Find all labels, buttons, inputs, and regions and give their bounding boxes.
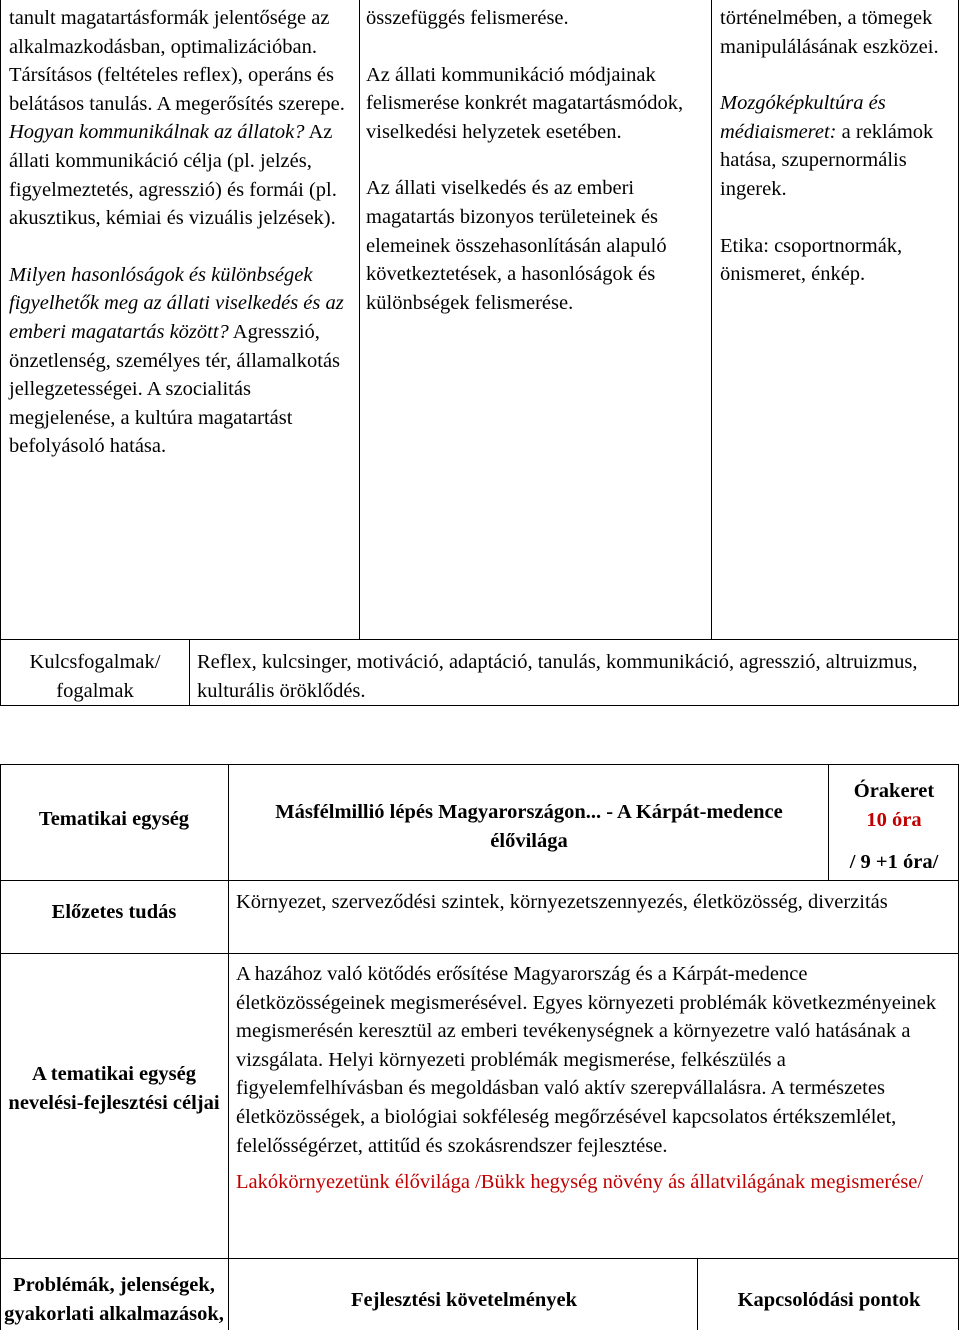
key-concepts-divider — [189, 639, 190, 706]
connection-text: történelmében, a tömegek manipulálásának eszközei. — [720, 7, 939, 58]
hours-split: / 9 +1 óra/ — [849, 851, 939, 873]
border-right — [958, 764, 959, 1330]
hours-value: 10 óra — [866, 809, 922, 831]
requirements-column-header: Fejlesztési követelmények — [351, 1289, 577, 1311]
prior-knowledge-label: Előzetes tudás — [51, 901, 177, 923]
row-divider — [0, 639, 959, 640]
connection-text: a reklámok hatása, szupernormális ingerek. — [720, 120, 934, 200]
requirement-text: Az állati viselkedés és az emberi magatartás bizonyos területeinek és elemeinek összehasonlításán alapuló következtetések, a hasonlóságok és különbségek felismerése. — [366, 177, 667, 314]
row-divider-1 — [0, 880, 959, 881]
content-column — [9, 4, 354, 461]
content-text: Az állati kommunikáció célja (pl. jelzés, figyelmeztetés, agresszió) és formái (pl. akusztikus, kémiai és vizuális jelzések). — [9, 121, 337, 230]
border-left — [0, 0, 1, 706]
key-concepts-text: Reflex, kulcsinger, motiváció, adaptáció, tanulás, kommunikáció, agresszió, altruizmus, kulturális öröklődés. — [197, 651, 918, 702]
connection-paragraph — [720, 89, 955, 203]
content-text: tanult magatartásformák jelentősége az alkalmazkodásban, optimalizációban. Társításos (feltételes reflex), operáns és belátásos tanulás. A megerősítés szerepe. — [9, 7, 345, 115]
border-top — [0, 764, 959, 765]
connection-text: Etika: csoportnormák, önismeret, énkép. — [720, 234, 903, 286]
thematic-unit-label: Tematikai egység — [38, 808, 190, 830]
content-question: Milyen hasonlóságok és különbségek figyelhetők meg az állati viselkedés és az emberi magatartás között? — [9, 263, 344, 343]
thematic-unit-title: Másfélmillió lépés Magyarországon... - A Kárpát-medence élővilága — [275, 801, 783, 852]
label-column-divider — [228, 764, 229, 1330]
requirement-text: Az állati kommunikáció módjainak felismerése konkrét magatartásmódok, viselkedési helyzetek esetében. — [366, 63, 684, 143]
goals-local-text: Lakókörnyezetünk élővilága /Bükk hegység növény ás állatvilágának megismerése/ — [236, 1171, 924, 1194]
connections-column — [720, 4, 955, 289]
row-divider-2 — [0, 953, 959, 954]
goals-label: A tematikai egység nevelési-fejlesztési céljai — [8, 1063, 220, 1114]
border-right — [958, 0, 959, 706]
hours-column-divider — [828, 764, 829, 881]
content-paragraph-2 — [9, 261, 354, 461]
requirements-column — [366, 4, 706, 317]
content-question: Hogyan kommunikálnak az állatok? — [9, 121, 305, 144]
problems-column-header: Problémák, jelenségek, gyakorlati alkalmazások, — [4, 1274, 224, 1325]
goals-text: A hazához való kötődés erősítése Magyarország és a Kárpát-medence életközösségeinek megismerésével. Egyes környezeti problémák következményeinek megismerésén keresztül az emberi tevékenységnek a környezetre való hatásának a vizsgálata. Helyi környezeti problémák megismerése, felkészülés a figyelemfelhívásban és megoldásban való aktív szerepvállalásra. A természetes életközösségek, a biológiai sokféleség megőrzésével kapcsolatos értékszemlélet, felelősségérzet, attitűd és szokásrendszer fejlesztése. — [236, 963, 937, 1157]
prior-knowledge-text: Környezet, szerveződési szintek, környezetszennyezés, életközösség, diverzitás — [236, 891, 888, 913]
thematic-unit-table — [0, 764, 960, 1330]
connection-subject: Mozgóképkultúra és médiaismeret: — [720, 92, 886, 143]
row-divider-3 — [0, 1258, 959, 1259]
goals-block — [236, 960, 956, 1197]
key-concepts-label: Kulcsfogalmak/ fogalmak — [29, 651, 161, 702]
content-paragraph-1 — [9, 4, 354, 233]
connections-column-header: Kapcsolódási pontok — [737, 1289, 921, 1311]
requirement-text: összefüggés felismerése. — [366, 7, 569, 29]
column-divider-1 — [359, 0, 360, 640]
content-text: Agresszió, önzetlenség, személyes tér, államalkotás jellegzetességei. A szocialitás megjelenése, a kultúra magatartást befolyásoló hatása. — [9, 320, 341, 458]
border-left — [0, 764, 1, 1330]
hours-label: Órakeret — [853, 780, 935, 802]
column-divider-2 — [711, 0, 712, 640]
footer-column-divider — [697, 1258, 698, 1330]
